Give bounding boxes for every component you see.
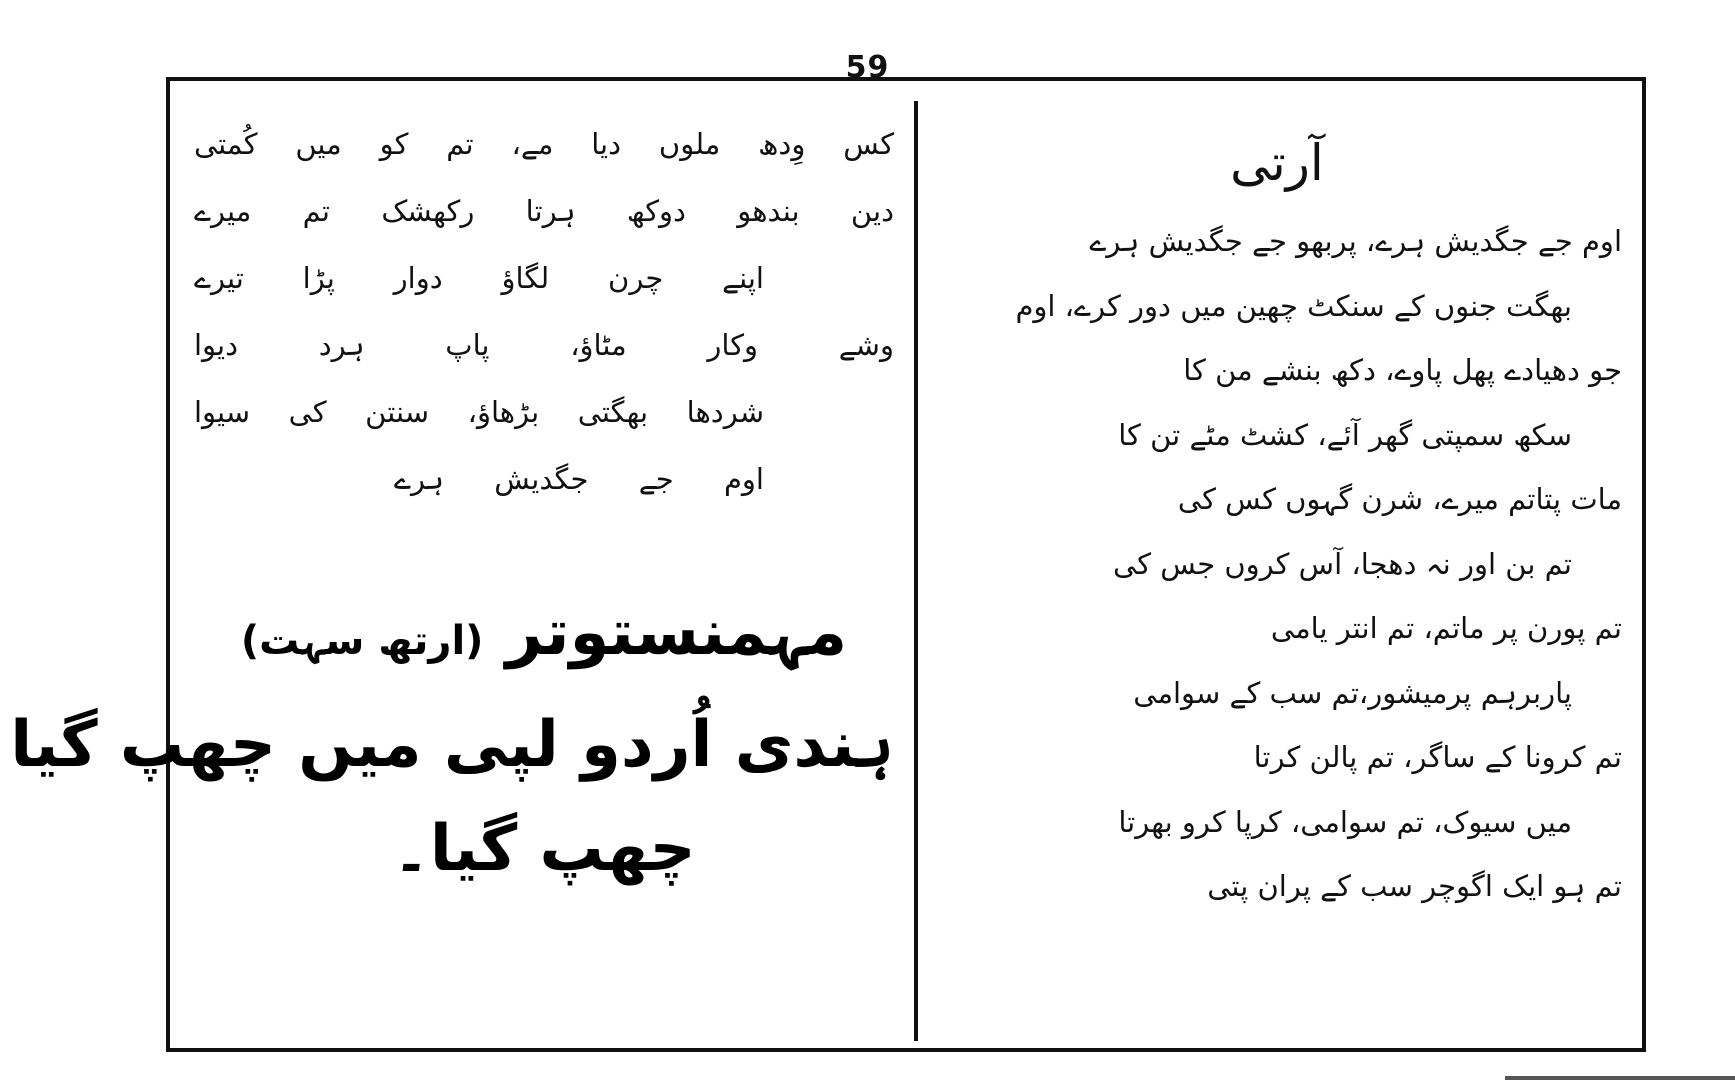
publication-notice [10, 583, 894, 899]
continuation-line: دین بندھو دوکھ ہرتا رکھشک تم میرے [194, 194, 894, 228]
scan-edge-mark [1505, 1076, 1735, 1080]
page-frame [10, 77, 1646, 1052]
column-divider [914, 101, 918, 1041]
aarti-line: سکھ سمپتی گھر آئے، کشٹ مٹے تن کا [1118, 417, 1572, 452]
aarti-line: تم پورن پر ماتم، تم انتر یامی [1270, 611, 1622, 645]
notice-subtitle: (ارتھ سہت) [240, 618, 484, 664]
notice-line: ہندی اُردو لپی میں چھپ گیا [10, 708, 894, 782]
aarti-line: تم بن اور نہ دھجا، آس کروں جس کی [1113, 546, 1572, 581]
aarti-line: تم کرونا کے ساگر، تم پالن کرتا [1253, 740, 1622, 774]
aarti-line: پاربرہم پرمیشور،تم سب کے سوامی [1133, 675, 1572, 710]
continuation-line: شردھا بھگتی بڑھاؤ، سنتن کی سیوا [194, 395, 764, 429]
aarti-line: میں سیوک، تم سوامی، کرپا کرو بھرتا [1118, 804, 1572, 839]
aarti-line: بھگت جنوں کے سنکٹ چھین میں دور کرے، اوم [1015, 288, 1572, 323]
notice-line: چھپ گیا۔ [392, 812, 696, 886]
aarti-line: مات پتاتم میرے، شرن گہوں کس کی [1177, 482, 1622, 516]
notice-title: مہمنستوتر [505, 596, 848, 670]
continuation-line: وشے وکار مٹاؤ، پاپ ہرد دیوا [194, 328, 894, 362]
aarti-line: جو دھیادے پھل پاوے، دکھ بنشے من کا [1183, 353, 1622, 387]
aarti-line: اوم جے جگدیش ہرے، پربھو جے جگدیش ہرے [1089, 224, 1622, 258]
continuation-line: اوم جے جگدیش ہرے [394, 462, 764, 496]
continuation-column [10, 111, 894, 1031]
continuation-line: اپنے چرن لگاؤ دوار پڑا تیرے [194, 261, 764, 295]
notice-title-line [194, 583, 894, 691]
aarti-title: آرتی [1230, 134, 1324, 192]
page-number: 59 [845, 50, 890, 85]
continuation-line: کس وِدھ ملوں دیا مے، تم کو میں کُمتی [194, 127, 894, 161]
aarti-column [932, 111, 1622, 1031]
aarti-line: تم ہو ایک اگوچر سب کے پران پتی [1207, 869, 1622, 903]
